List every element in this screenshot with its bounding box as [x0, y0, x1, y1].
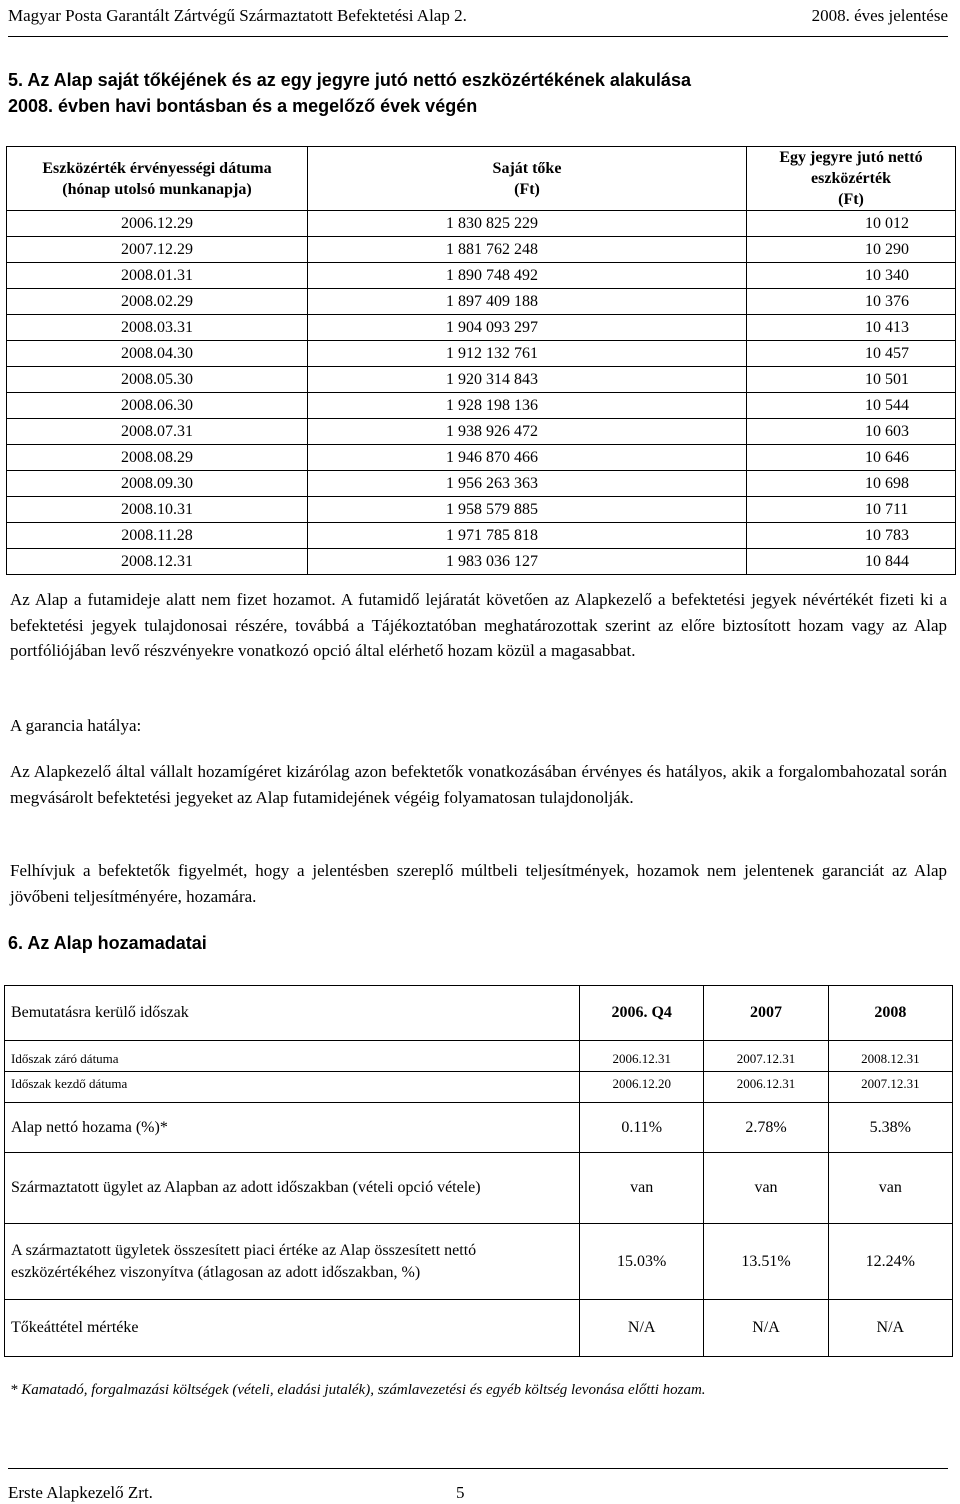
leverage-value: N/A — [580, 1300, 704, 1357]
date-cell: 2008.01.31 — [7, 263, 308, 289]
equity-cell: 1 938 926 472 — [308, 419, 747, 445]
table-row — [7, 523, 956, 549]
table-row — [7, 419, 956, 445]
date-cell: 2008.10.31 — [7, 497, 308, 523]
start-date-label: Időszak kezdő dátuma — [5, 1072, 580, 1103]
table-row — [5, 1041, 953, 1072]
table-row — [7, 471, 956, 497]
end-date-value: 2006.12.31 — [580, 1041, 704, 1072]
equity-cell: 1 830 825 229 — [308, 211, 747, 237]
leverage-value: N/A — [828, 1300, 952, 1357]
column-header-equity: Saját tőke (Ft) — [308, 147, 747, 211]
equity-cell: 1 946 870 466 — [308, 445, 747, 471]
nav-cell: 10 012 — [747, 211, 956, 237]
table-row — [7, 211, 956, 237]
start-date-value: 2006.12.31 — [704, 1072, 828, 1103]
table-row — [5, 1153, 953, 1224]
start-date-value: 2007.12.31 — [828, 1072, 952, 1103]
table-row — [7, 315, 956, 341]
date-cell: 2008.04.30 — [7, 341, 308, 367]
nav-cell: 10 711 — [747, 497, 956, 523]
date-cell: 2008.07.31 — [7, 419, 308, 445]
equity-cell: 1 971 785 818 — [308, 523, 747, 549]
yield-table — [4, 985, 953, 1357]
nav-cell: 10 457 — [747, 341, 956, 367]
nav-cell: 10 646 — [747, 445, 956, 471]
derivative-label: Származtatott ügylet az Alapban az adott időszakban (vételi opció vétele) — [5, 1153, 580, 1224]
equity-cell: 1 956 263 363 — [308, 471, 747, 497]
footnote: * Kamatadó, forgalmazási költségek (vételi, eladási jutalék), számlavezetési és egyéb költség levonása előtti hozam. — [10, 1382, 706, 1398]
period-label: Bemutatásra kerülő időszak — [5, 986, 580, 1041]
section-5-title-line1: 5. Az Alap saját tőkéjének és az egy jegyre jutó nettó eszközértékének alakulása — [8, 70, 691, 90]
date-cell: 2006.12.29 — [7, 211, 308, 237]
net-yield-value: 0.11% — [580, 1103, 704, 1153]
nav-cell: 10 544 — [747, 393, 956, 419]
footer-company: Erste Alapkezelő Zrt. — [8, 1483, 153, 1502]
market-value-value: 12.24% — [828, 1224, 952, 1300]
date-cell: 2008.06.30 — [7, 393, 308, 419]
paragraph-no-yield: Az Alap a futamideje alatt nem fizet hozamot. A futamidő lejáratát követően az Alapkezelő a befektetési jegyek névértékét fizeti ki a befektetési jegyek tulajdonosai részére, továbbá a Tájékoztatóban meghatározottak szerint az előre biztosított hozam vagy az Alap portfóliójában levő részvényekre vonatkozó opció által elérhető hozam közül a magasabbat. — [10, 590, 947, 660]
net-yield-value: 2.78% — [704, 1103, 828, 1153]
table-row — [7, 445, 956, 471]
nav-cell: 10 844 — [747, 549, 956, 575]
page-footer — [8, 1468, 948, 1502]
nav-cell: 10 376 — [747, 289, 956, 315]
date-cell: 2008.12.31 — [7, 549, 308, 575]
table-row — [7, 263, 956, 289]
paragraph-guarantee-heading: A garancia hatálya: — [10, 716, 142, 735]
nav-cell: 10 698 — [747, 471, 956, 497]
end-date-value: 2007.12.31 — [704, 1041, 828, 1072]
table-row — [7, 367, 956, 393]
date-cell: 2007.12.29 — [7, 237, 308, 263]
table-row — [7, 237, 956, 263]
market-value-label: A származtatott ügyletek összesített piaci értéke az Alap összesített nettó eszközértékéhez viszonyítva (átlagosan az adott időszakban, %) — [5, 1224, 580, 1300]
table-row — [7, 341, 956, 367]
page-number: 5 — [456, 1483, 465, 1502]
derivative-value: van — [704, 1153, 828, 1224]
table-row — [7, 549, 956, 575]
column-header-date: Eszközérték érvényességi dátuma (hónap utolsó munkanapja) — [7, 147, 308, 211]
header-title: Magyar Posta Garantált Zártvégű Származtatott Befektetési Alap 2. — [8, 6, 467, 25]
derivative-value: van — [580, 1153, 704, 1224]
table-row — [7, 289, 956, 315]
leverage-value: N/A — [704, 1300, 828, 1357]
nav-cell: 10 501 — [747, 367, 956, 393]
equity-cell: 1 897 409 188 — [308, 289, 747, 315]
market-value-value: 13.51% — [704, 1224, 828, 1300]
table-row — [5, 1300, 953, 1357]
period-col: 2006. Q4 — [580, 986, 704, 1041]
table-row — [5, 1103, 953, 1153]
period-col: 2008 — [828, 986, 952, 1041]
date-cell: 2008.02.29 — [7, 289, 308, 315]
net-asset-value-table — [6, 146, 956, 575]
table-row — [5, 1072, 953, 1103]
net-yield-label: Alap nettó hozama (%)* — [5, 1103, 580, 1153]
header-report: 2008. éves jelentése — [811, 6, 948, 25]
nav-cell: 10 783 — [747, 523, 956, 549]
equity-cell: 1 983 036 127 — [308, 549, 747, 575]
nav-cell: 10 340 — [747, 263, 956, 289]
section-5-title-line2: 2008. évben havi bontásban és a megelőző évek végén — [8, 96, 478, 116]
date-cell: 2008.03.31 — [7, 315, 308, 341]
page-header — [8, 2, 948, 37]
paragraph-disclaimer: Felhívjuk a befektetők figyelmét, hogy a jelentésben szereplő múltbeli teljesítmények, hozamok nem jelentenek garanciát az Alap jövőbeni teljesítményére, hozamára. — [10, 861, 947, 906]
table-row — [7, 497, 956, 523]
date-cell: 2008.08.29 — [7, 445, 308, 471]
table-row — [5, 986, 953, 1041]
date-cell: 2008.09.30 — [7, 471, 308, 497]
equity-cell: 1 912 132 761 — [308, 341, 747, 367]
table-row — [5, 1224, 953, 1300]
start-date-value: 2006.12.20 — [580, 1072, 704, 1103]
period-col: 2007 — [704, 986, 828, 1041]
nav-cell: 10 603 — [747, 419, 956, 445]
nav-cell: 10 413 — [747, 315, 956, 341]
net-yield-value: 5.38% — [828, 1103, 952, 1153]
equity-cell: 1 920 314 843 — [308, 367, 747, 393]
table-row — [7, 393, 956, 419]
end-date-value: 2008.12.31 — [828, 1041, 952, 1072]
table-header-row — [7, 147, 956, 211]
equity-cell: 1 958 579 885 — [308, 497, 747, 523]
leverage-label: Tőkeáttétel mértéke — [5, 1300, 580, 1357]
end-date-label: Időszak záró dátuma — [5, 1041, 580, 1072]
paragraph-guarantee: Az Alapkezelő által vállalt hozamígéret kizárólag azon befektetők vonatkozásában érvényes és hatályos, akik a forgalombahozatal során megvásárolt befektetési jegyeket az Alap futamidejének végéig folyamatosan tulajdonolják. — [10, 762, 947, 807]
derivative-value: van — [828, 1153, 952, 1224]
equity-cell: 1 904 093 297 — [308, 315, 747, 341]
date-cell: 2008.11.28 — [7, 523, 308, 549]
market-value-value: 15.03% — [580, 1224, 704, 1300]
column-header-nav: Egy jegyre jutó nettó eszközérték (Ft) — [747, 147, 956, 211]
equity-cell: 1 890 748 492 — [308, 263, 747, 289]
equity-cell: 1 928 198 136 — [308, 393, 747, 419]
section-6-title: 6. Az Alap hozamadatai — [8, 933, 207, 953]
date-cell: 2008.05.30 — [7, 367, 308, 393]
nav-cell: 10 290 — [747, 237, 956, 263]
equity-cell: 1 881 762 248 — [308, 237, 747, 263]
